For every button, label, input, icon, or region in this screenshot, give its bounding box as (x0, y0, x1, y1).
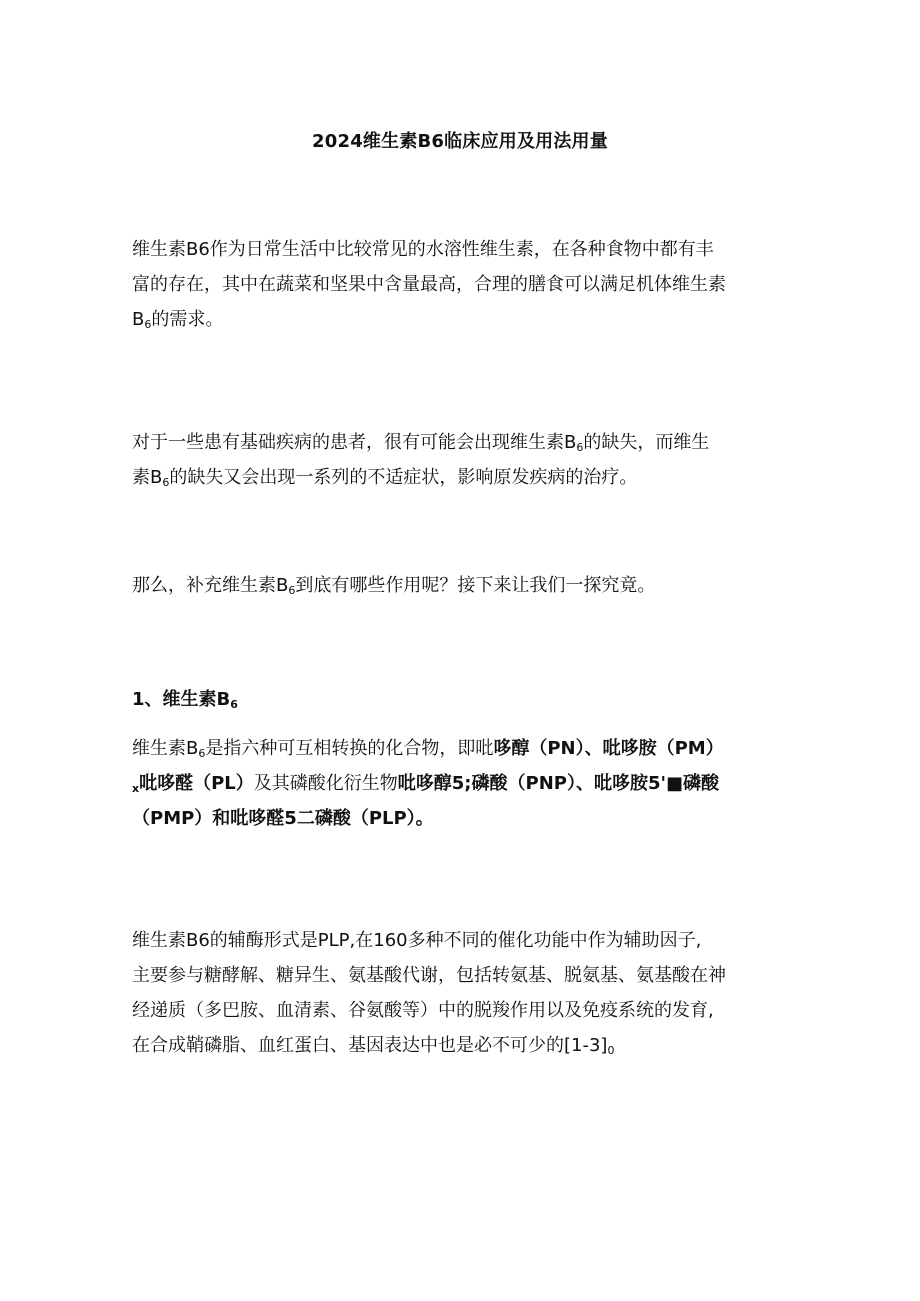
text-run: 那么，补充维生素B (132, 575, 289, 596)
document-title: 2024维生素B6临床应用及用法用量 (312, 131, 608, 152)
heading-text: 1、维生素B (132, 689, 231, 710)
subscript: 6 (162, 476, 170, 489)
text-run: B (132, 309, 145, 330)
subscript: 6 (230, 698, 238, 711)
subscript: 6 (576, 441, 584, 454)
text-run: 在合成鞘磷脂、血红蛋白、基因表达中也是必不可少的[1-3] (132, 1035, 608, 1056)
text-run: 的缺失又会出现一系列的不适症状，影响原发疾病的治疗。 (169, 467, 638, 488)
text-run: 到底有哪些作用呢？接下来让我们一探究竟。 (295, 575, 656, 596)
bold-run: 哆醇（PN）、吡哆胺（PM） (493, 738, 724, 759)
subscript: x (132, 782, 140, 795)
paragraph-line (132, 568, 802, 603)
paragraph-line (132, 731, 802, 766)
paragraph-line (132, 302, 802, 337)
paragraph-coenzyme (132, 923, 802, 1063)
paragraph-line: 富的存在，其中在蔬菜和坚果中含量最高，合理的膳食可以满足机体维生素 (132, 274, 726, 295)
text-run: 及其磷酸化衍生物 (253, 773, 398, 794)
paragraph-line (132, 766, 802, 801)
text-run: 维生素B (132, 738, 199, 759)
paragraph-line: 经递质（多巴胺、血清素、谷氨酸等）中的脱羧作用以及免疫系统的发育, (132, 1000, 714, 1021)
paragraph-intro (132, 232, 802, 337)
subscript: 0 (607, 1044, 615, 1057)
paragraph-compounds (132, 731, 802, 836)
paragraph-line (132, 425, 802, 460)
paragraph-line: 维生素B6作为日常生活中比较常见的水溶性维生素，在各种食物中都有丰 (132, 239, 714, 260)
paragraph-line: （PMP）和吡哆醛5二磷酸（PLP）。 (132, 808, 434, 829)
paragraph-deficiency (132, 425, 802, 495)
text-run: 对于一些患有基础疾病的患者，很有可能会出现维生素B (132, 432, 577, 453)
text-run: 的缺失，而维生 (583, 432, 710, 453)
paragraph-line (132, 1028, 802, 1063)
subscript: 6 (198, 747, 206, 760)
text-run: 素B (132, 467, 163, 488)
bold-run: 吡哆醛（PL） (139, 773, 254, 794)
paragraph-line (132, 460, 802, 495)
paragraph-line: 主要参与糖酵解、糖异生、氨基酸代谢，包括转氨基、脱氨基、氨基酸在神 (132, 965, 726, 986)
paragraph-line: 维生素B6的辅酶形式是PLP,在160多种不同的催化功能中作为辅助因子, (132, 930, 702, 951)
paragraph-question (132, 568, 802, 603)
subscript: 6 (288, 584, 296, 597)
bold-run: 吡哆醇5;磷酸（PNP）、吡哆胺5'■磷酸 (397, 773, 719, 794)
subscript: 6 (144, 318, 152, 331)
text-run: 是指六种可互相转换的化合物，即吡 (205, 738, 494, 759)
section-heading (132, 686, 238, 714)
text-run: 的需求。 (151, 309, 224, 330)
